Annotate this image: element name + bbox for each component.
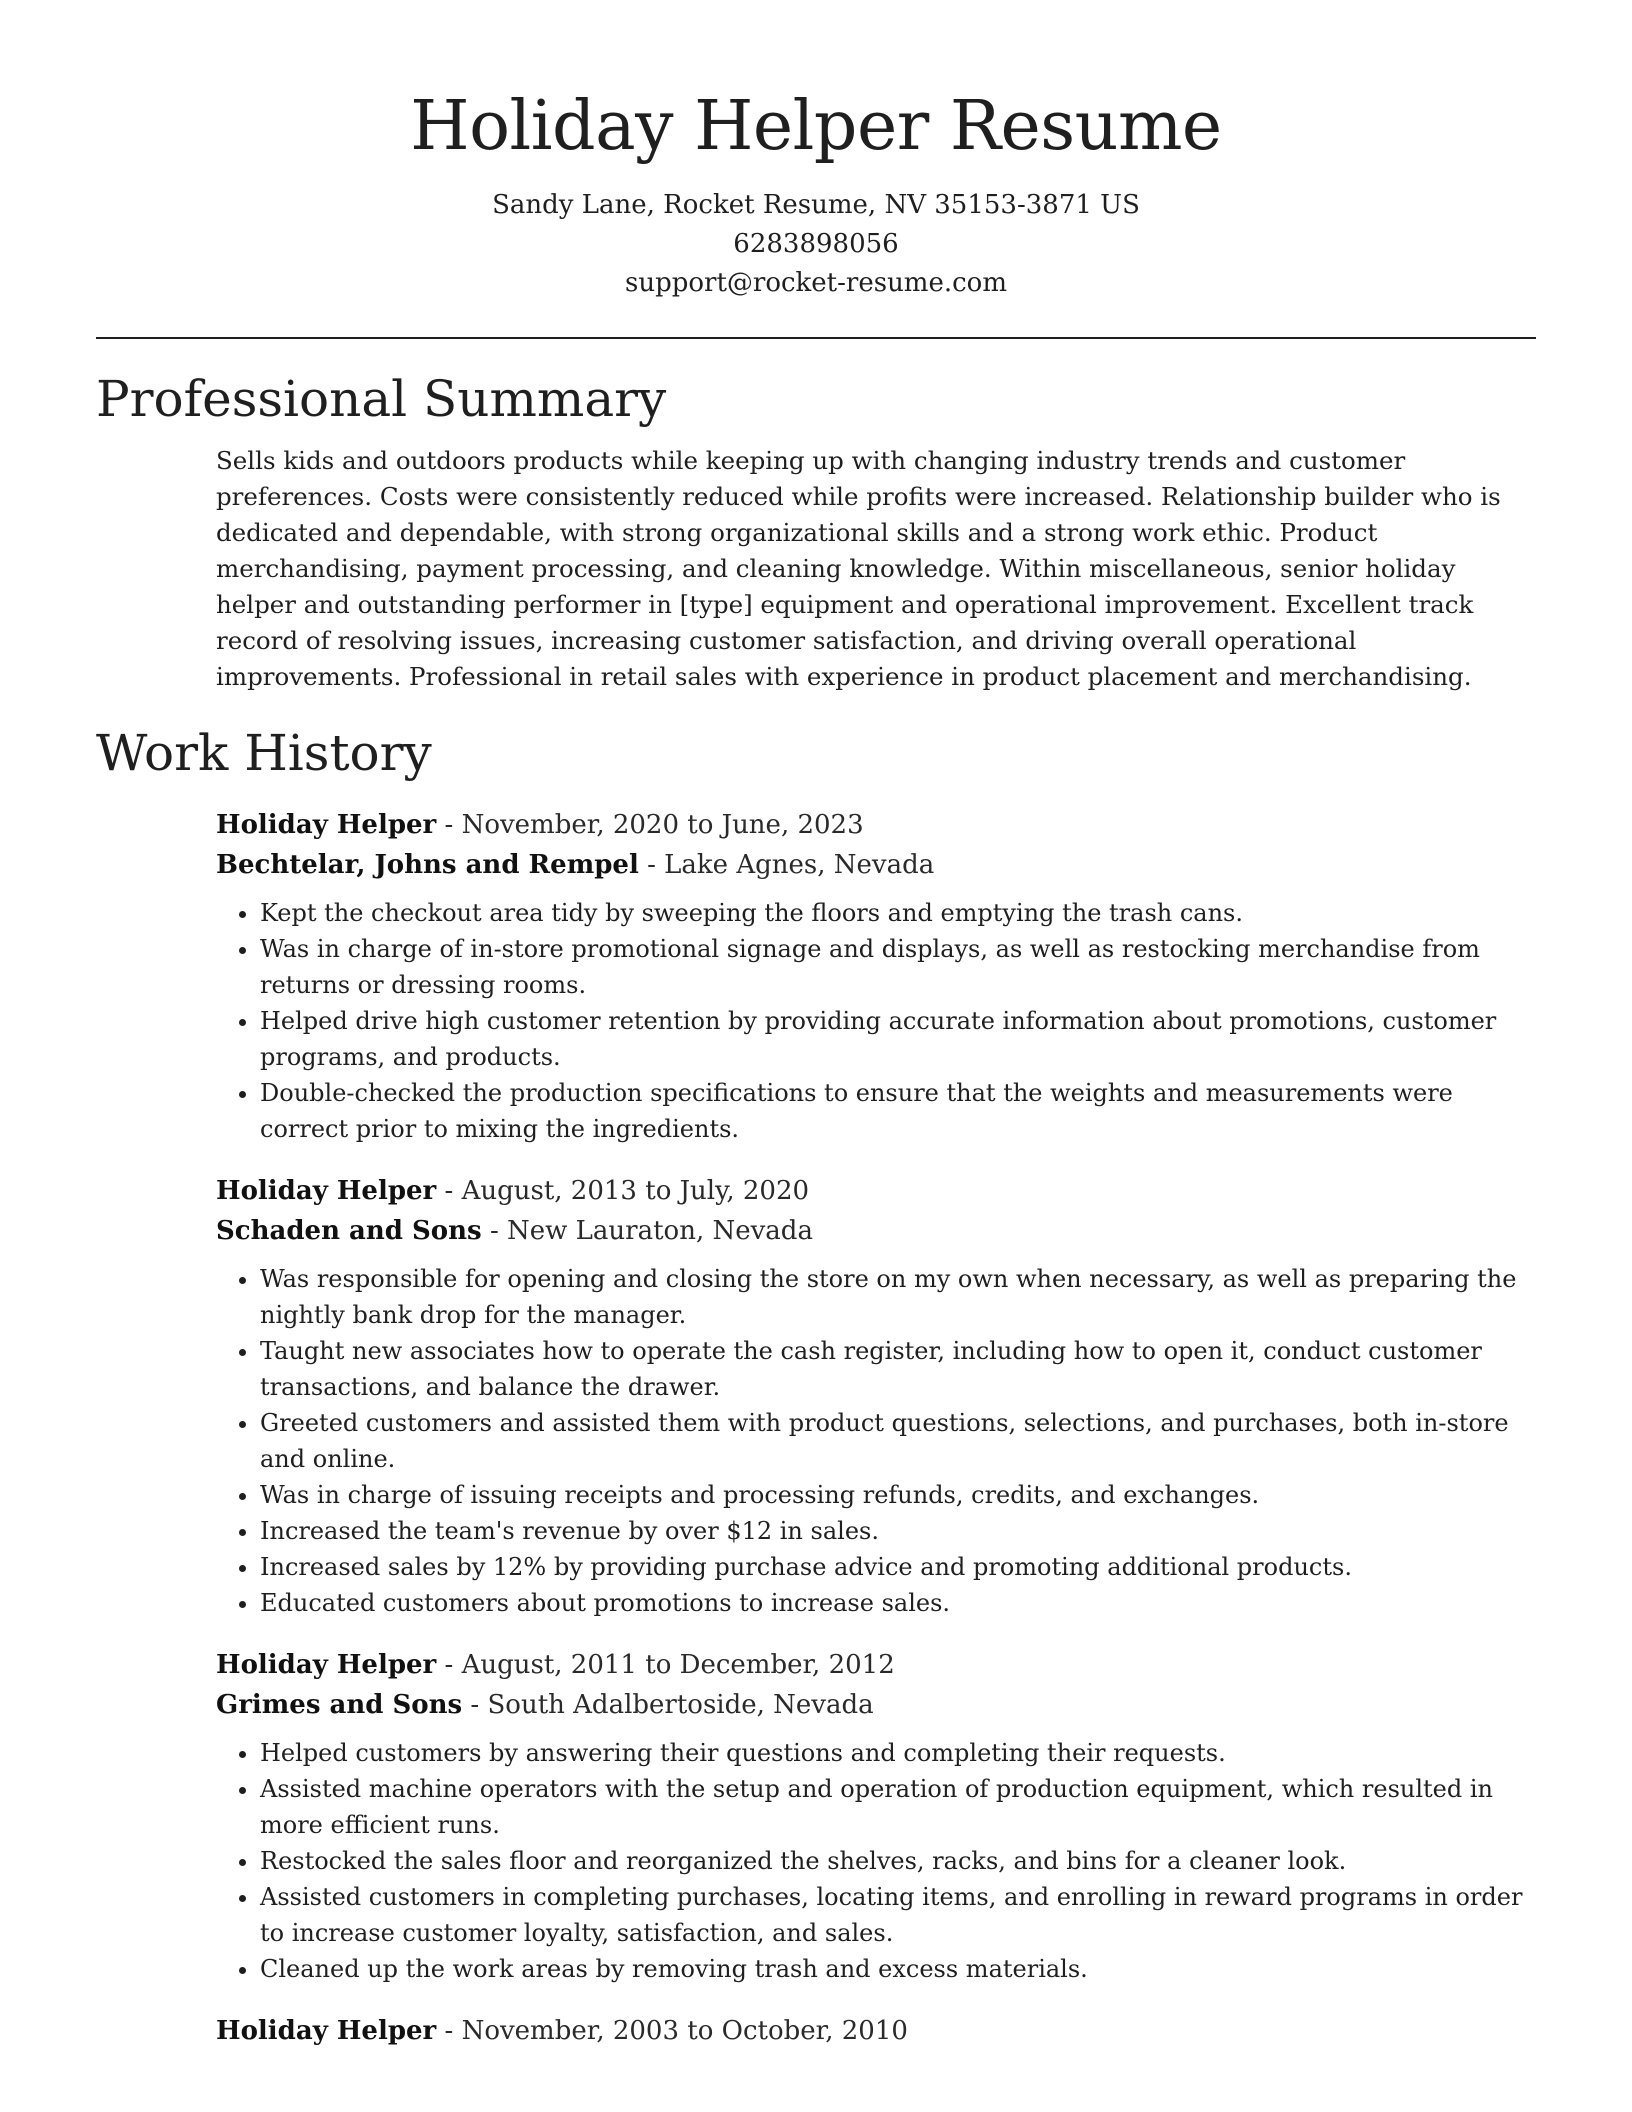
job-role: Holiday Helper bbox=[216, 2016, 437, 2046]
job-bullet: • Restocked the sales floor and reorganized the shelves, racks, and bins for a cleaner look. bbox=[260, 1843, 1541, 1879]
job-bullets bbox=[216, 895, 1541, 1147]
job-role: Holiday Helper bbox=[216, 810, 437, 840]
job-bullet: • Was in charge of issuing receipts and processing refunds, credits, and exchanges. bbox=[260, 1477, 1541, 1513]
job-dates: - August, 2011 to December, 2012 bbox=[436, 1650, 895, 1680]
job-company: Bechtelar, Johns and Rempel bbox=[216, 850, 639, 880]
job-bullet: • Was in charge of in-store promotional signage and displays, as well as restocking merchandise from returns or dressing rooms. bbox=[260, 931, 1541, 1003]
job-location: - Lake Agnes, Nevada bbox=[638, 850, 935, 880]
job-location: - South Adalbertoside, Nevada bbox=[462, 1690, 874, 1720]
job-bullet: • Helped customers by answering their questions and completing their requests. bbox=[260, 1735, 1541, 1771]
job-bullet: • Double-checked the production specifications to ensure that the weights and measurements were correct prior to mixing the ingredients. bbox=[260, 1075, 1541, 1147]
job-bullet: • Assisted customers in completing purchases, locating items, and enrolling in reward programs in order to increase customer loyalty, satisfaction, and sales. bbox=[260, 1879, 1541, 1951]
work-history-heading: Work History bbox=[96, 724, 432, 782]
summary-heading: Professional Summary bbox=[96, 370, 667, 428]
job-company-line bbox=[216, 1211, 1541, 1251]
job-role-line bbox=[216, 1171, 1541, 1211]
contact-phone: 6283898056 bbox=[733, 229, 899, 259]
header-divider bbox=[96, 337, 1536, 339]
job-bullet: • Cleaned up the work areas by removing trash and excess materials. bbox=[260, 1951, 1541, 1987]
contact-block bbox=[96, 186, 1536, 303]
job-bullets bbox=[216, 1261, 1541, 1621]
job-location: - New Lauraton, Nevada bbox=[481, 1216, 813, 1246]
job-bullet: • Kept the checkout area tidy by sweeping the floors and emptying the trash cans. bbox=[260, 895, 1541, 931]
job-dates: - November, 2020 to June, 2023 bbox=[436, 810, 864, 840]
resume-header bbox=[96, 0, 1536, 303]
job-role-line bbox=[216, 2011, 1541, 2051]
job-entry bbox=[216, 805, 1541, 1147]
job-role-line bbox=[216, 805, 1541, 845]
job-bullet: • Was responsible for opening and closing the store on my own when necessary, as well as preparing the nightly bank drop for the manager. bbox=[260, 1261, 1541, 1333]
contact-email: support@rocket-resume.com bbox=[624, 268, 1007, 298]
job-role: Holiday Helper bbox=[216, 1650, 437, 1680]
job-dates: - August, 2013 to July, 2020 bbox=[436, 1176, 810, 1206]
resume-title: Holiday Helper Resume bbox=[410, 87, 1222, 166]
job-company-line bbox=[216, 845, 1541, 885]
job-bullets bbox=[216, 1735, 1541, 1987]
job-company: Schaden and Sons bbox=[216, 1216, 482, 1246]
job-entry bbox=[216, 1171, 1541, 1621]
job-company-line bbox=[216, 1685, 1541, 1725]
job-list bbox=[216, 805, 1541, 2051]
job-bullet: • Taught new associates how to operate the cash register, including how to open it, conduct customer transactions, and balance the drawer. bbox=[260, 1333, 1541, 1405]
job-bullet: • Educated customers about promotions to increase sales. bbox=[260, 1585, 1541, 1621]
job-bullet: • Greeted customers and assisted them with product questions, selections, and purchases, both in-store and online. bbox=[260, 1405, 1541, 1477]
job-entry bbox=[216, 1645, 1541, 1987]
job-role-line bbox=[216, 1645, 1541, 1685]
job-role: Holiday Helper bbox=[216, 1176, 437, 1206]
job-bullet: • Helped drive high customer retention by providing accurate information about promotions, customer programs, and products. bbox=[260, 1003, 1541, 1075]
summary-text: Sells kids and outdoors products while keeping up with changing industry trends and customer preferences. Costs were consistently reduced while profits were increased. Relationship builder who is dedicated and dependable, with strong organizational skills and a strong work ethic. Product merchandising, payment processing, and cleaning knowledge. Within miscellaneous, senior holiday helper and outstanding performer in [type] equipment and operational improvement. Excellent track record of resolving issues, increasing customer satisfaction, and driving overall operational improvements. Professional in retail sales with experience in product placement and merchandising. bbox=[216, 446, 1501, 691]
job-bullet: • Increased the team's revenue by over $12 in sales. bbox=[260, 1513, 1541, 1549]
resume-page bbox=[96, 0, 1536, 2051]
job-company: Grimes and Sons bbox=[216, 1690, 463, 1720]
job-bullet: • Assisted machine operators with the setup and operation of production equipment, which resulted in more efficient runs. bbox=[260, 1771, 1541, 1843]
job-bullet: • Increased sales by 12% by providing purchase advice and promoting additional products. bbox=[260, 1549, 1541, 1585]
job-entry bbox=[216, 2011, 1541, 2051]
contact-address: Sandy Lane, Rocket Resume, NV 35153-3871 US bbox=[492, 190, 1140, 220]
job-dates: - November, 2003 to October, 2010 bbox=[436, 2016, 908, 2046]
